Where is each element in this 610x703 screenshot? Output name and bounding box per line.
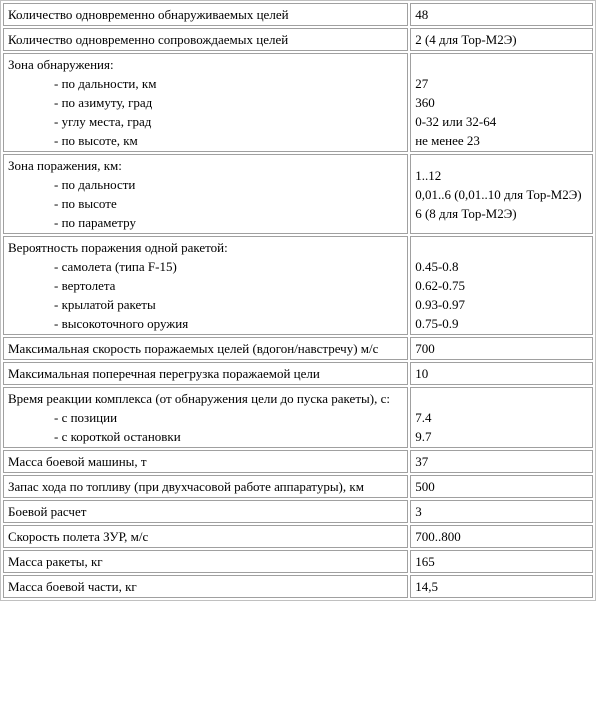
param-cell: Количество одновременно сопровождаемых целей: [3, 28, 408, 51]
sub-param-label: - по высоте, км: [54, 133, 138, 148]
table-row: [3, 475, 593, 498]
param-cell: [3, 53, 408, 152]
value-cell: 14,5: [410, 575, 593, 598]
table-row: [3, 337, 593, 360]
table-row: [3, 154, 593, 234]
sub-value: 0-32 или 32-64: [415, 114, 497, 129]
param-cell: Масса боевой машины, т: [3, 450, 408, 473]
sub-value: 0.75-0.9: [415, 316, 459, 331]
group-header: Зона поражения, км:: [8, 158, 122, 173]
table-row: [3, 53, 593, 152]
sub-value: 27: [415, 76, 429, 91]
sub-value: 0,01..6 (0,01..10 для Тор-М2Э): [415, 186, 582, 202]
value-cell: [410, 236, 593, 335]
param-cell: Максимальная поперечная перегрузка поражаемой цели: [3, 362, 408, 385]
param-cell: [3, 154, 408, 234]
table-row: [3, 550, 593, 573]
value-cell: 10: [410, 362, 593, 385]
value-cell: 700..800: [410, 525, 593, 548]
sub-value: 7.4: [415, 410, 432, 425]
sub-param-label: - по высоте: [54, 196, 117, 211]
sub-value: не менее 23: [415, 133, 480, 148]
sub-param-label: - с короткой остановки: [54, 429, 181, 444]
value-cell: [410, 53, 593, 152]
table-row: [3, 525, 593, 548]
value-cell: 500: [410, 475, 593, 498]
table-row: [3, 362, 593, 385]
group-header: Зона обнаружения:: [8, 57, 114, 72]
table-row: [3, 450, 593, 473]
sub-param-label: - самолета (типа F-15): [54, 259, 177, 274]
sub-value: 0.62-0.75: [415, 278, 466, 293]
sub-param-label: - вертолета: [54, 278, 116, 293]
sub-param-label: - крылатой ракеты: [54, 297, 156, 312]
table-row: [3, 500, 593, 523]
sub-value: 360: [415, 95, 435, 110]
param-cell: Количество одновременно обнаруживаемых целей: [3, 3, 408, 26]
group-header: Вероятность поражения одной ракетой:: [8, 240, 228, 255]
param-cell: [3, 387, 408, 448]
sub-param-label: - по азимуту, град: [54, 95, 153, 110]
param-cell: Скорость полета ЗУР, м/с: [3, 525, 408, 548]
value-cell: [410, 387, 593, 448]
sub-value: 6 (8 для Тор-М2Э): [415, 205, 517, 221]
value-cell: 37: [410, 450, 593, 473]
value-cell: 48: [410, 3, 593, 26]
value-cell: 2 (4 для Тор-М2Э): [410, 28, 593, 51]
sub-value: 1..12: [415, 167, 442, 183]
table-row: [3, 575, 593, 598]
param-cell: Масса ракеты, кг: [3, 550, 408, 573]
table-row: [3, 387, 593, 448]
value-cell: [410, 154, 593, 234]
sub-value: 0.45-0.8: [415, 259, 459, 274]
sub-param-label: - по параметру: [54, 215, 136, 230]
value-spacer: [415, 55, 588, 74]
value-cell: 700: [410, 337, 593, 360]
sub-value: 0.93-0.97: [415, 297, 466, 312]
value-cell: 3: [410, 500, 593, 523]
table-row: [3, 3, 593, 26]
table-row: [3, 236, 593, 335]
sub-value: 9.7: [415, 429, 432, 444]
sub-param-label: - по дальности: [54, 177, 136, 192]
param-cell: Боевой расчет: [3, 500, 408, 523]
table-row: [3, 28, 593, 51]
param-cell: [3, 236, 408, 335]
sub-param-label: - высокоточного оружия: [54, 316, 189, 331]
param-cell: Максимальная скорость поражаемых целей (вдогон/навстречу) м/с: [3, 337, 408, 360]
value-cell: 165: [410, 550, 593, 573]
group-header: Время реакции комплекса (от обнаружения цели до пуска ракеты), с:: [8, 391, 390, 406]
param-cell: Масса боевой части, кг: [3, 575, 408, 598]
value-spacer: [415, 238, 588, 257]
value-spacer: [415, 389, 588, 408]
sub-param-label: - углу места, град: [54, 114, 152, 129]
sub-param-label: - по дальности, км: [54, 76, 157, 91]
param-cell: Запас хода по топливу (при двухчасовой работе аппаратуры), км: [3, 475, 408, 498]
sub-param-label: - с позиции: [54, 410, 118, 425]
